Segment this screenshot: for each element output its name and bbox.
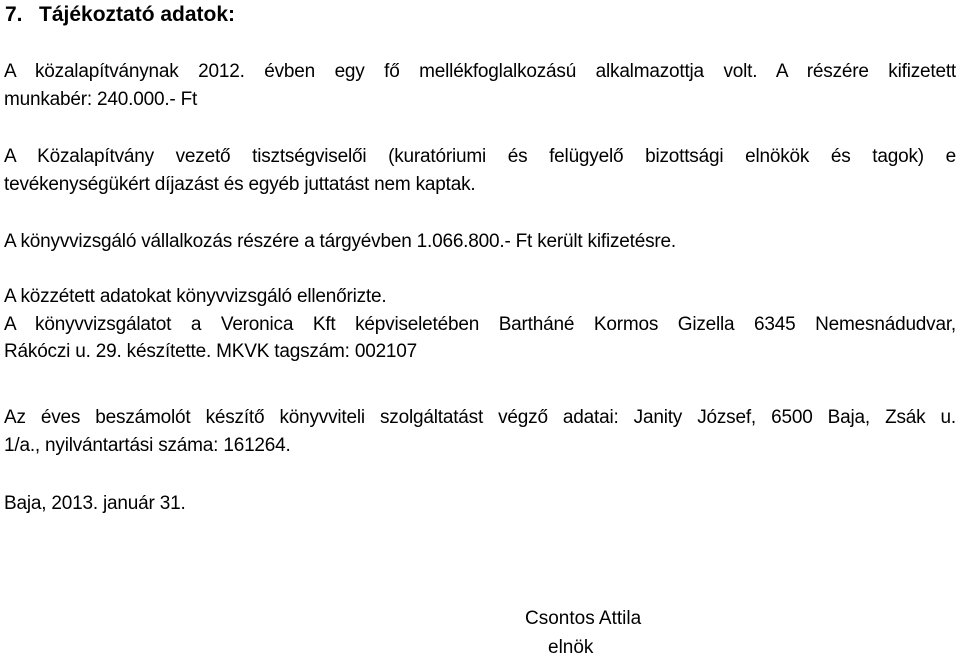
- paragraph-employee-wage: [4, 58, 956, 113]
- section-title: Tájékoztató adatok:: [39, 3, 236, 26]
- paragraph-line: A közzétett adatokat könyvvizsgáló ellenőrizte.: [4, 286, 387, 307]
- paragraph-line: A Közalapítvány vezető tisztségviselői (kuratóriumi és felügyelő bizottsági elnökök és tagok) e: [4, 146, 956, 167]
- paragraph-line: Az éves beszámolót készítő könyvviteli szolgáltatást végző adatai: Janity József, 6500 Baja, Zsák u.: [4, 407, 956, 428]
- section-heading: [5, 2, 235, 28]
- place-and-date: [4, 490, 956, 518]
- paragraph-bookkeeper: [4, 404, 956, 459]
- paragraph-line: Rákóczi u. 29. készítette. MKVK tagszám: 002107: [4, 341, 418, 362]
- place-date-text: Baja, 2013. január 31.: [4, 493, 186, 514]
- paragraph-line: munkabér: 240.000.- Ft: [4, 88, 198, 110]
- paragraph-line: 1/a., nyilvántartási száma: 161264.: [4, 434, 291, 456]
- paragraph-line: A könyvvizsgálatot a Veronica Kft képviseletében Bartháné Kormos Gizella 6345 Nemesnádudvar,: [4, 313, 956, 335]
- paragraph-audit-details: [4, 283, 956, 366]
- paragraph-line: tevékenységükért díjazást és egyéb juttatást nem kaptak.: [4, 173, 476, 195]
- paragraph-line: A könyvvizsgáló vállalkozás részére a tárgyévben 1.066.800.- Ft került kifizetésre.: [4, 231, 676, 252]
- paragraph-line: A közalapítványnak 2012. évben egy fő mellékfoglalkozású alkalmazottja volt. A részére kifizetett: [4, 61, 956, 82]
- paragraph-officers-remuneration: [4, 143, 956, 198]
- paragraph-auditor-fee: [4, 228, 956, 256]
- signature-role: elnök: [548, 637, 594, 658]
- section-number: 7.: [5, 3, 23, 26]
- signature-name: Csontos Attila: [525, 608, 642, 629]
